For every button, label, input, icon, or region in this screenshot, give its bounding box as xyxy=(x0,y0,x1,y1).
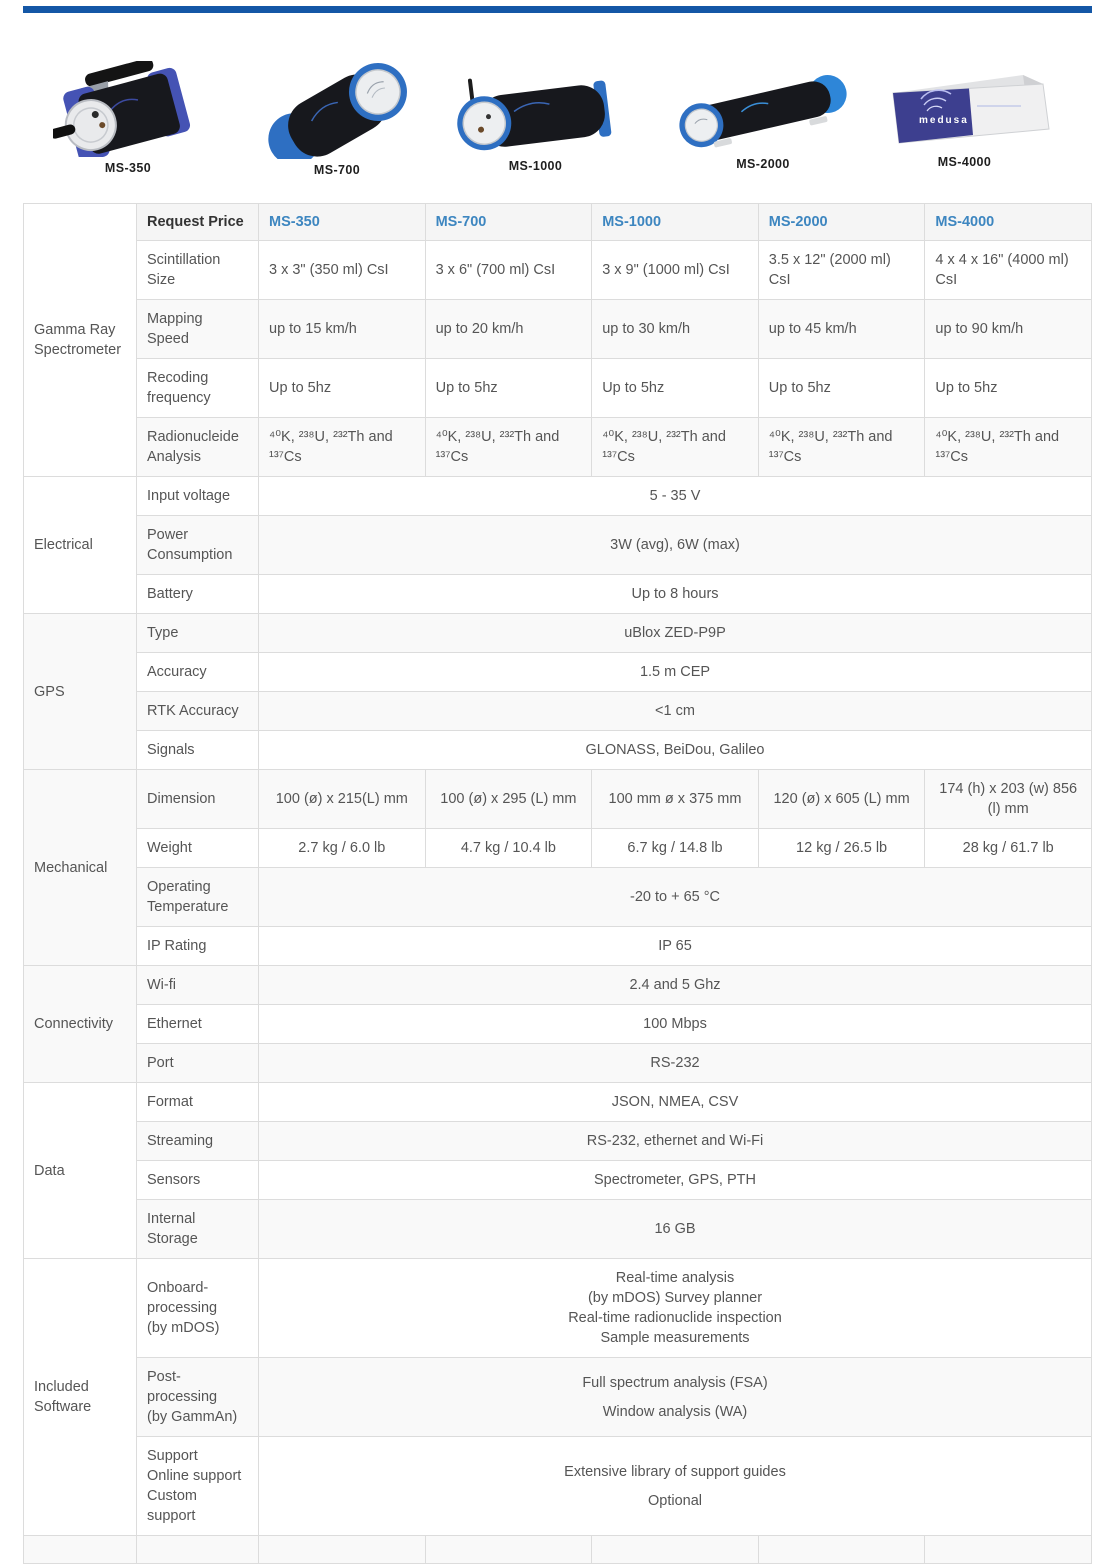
spec-value: up to 20 km/h xyxy=(425,300,592,359)
product-image-ms-4000 xyxy=(877,65,1052,151)
spec-label: Accuracy xyxy=(137,653,259,692)
product-ms-4000 xyxy=(877,65,1052,169)
model-header-ms-4000[interactable]: MS-4000 xyxy=(925,204,1092,241)
spec-value-line: (by mDOS) Survey planner xyxy=(587,1290,763,1306)
spec-value: uBlox ZED-P9P xyxy=(259,614,1092,653)
spec-value xyxy=(259,1358,1092,1437)
spec-value xyxy=(259,1259,1092,1358)
spec-row xyxy=(24,966,1092,1005)
spec-value: Up to 5hz xyxy=(592,359,759,418)
spec-label-line: Custom support xyxy=(147,1488,197,1524)
spec-value: up to 30 km/h xyxy=(592,300,759,359)
spec-label: Internal Storage xyxy=(137,1200,259,1259)
spec-label: Ethernet xyxy=(137,1005,259,1044)
spec-value-line: Real-time analysis xyxy=(615,1270,735,1286)
spec-row xyxy=(24,418,1092,477)
spec-label: Port xyxy=(137,1044,259,1083)
spec-label xyxy=(137,1358,259,1437)
spec-value: GLONASS, BeiDou, Galileo xyxy=(259,731,1092,770)
spec-value: ⁴⁰K, ²³⁸U, ²³²Th and ¹³⁷Cs xyxy=(259,418,426,477)
spec-value: 4 x 4 x 16" (4000 ml) CsI xyxy=(925,241,1092,300)
spec-label: Power Consumption xyxy=(137,516,259,575)
spec-value: Up to 5hz xyxy=(259,359,426,418)
spec-value: up to 45 km/h xyxy=(758,300,925,359)
spec-label: Streaming xyxy=(137,1122,259,1161)
spec-label: Radionucleide Analysis xyxy=(137,418,259,477)
spec-value: <1 cm xyxy=(259,692,1092,731)
spec-row xyxy=(24,770,1092,829)
spec-row xyxy=(24,1161,1092,1200)
spec-row xyxy=(24,1259,1092,1358)
spec-label: Scintillation Size xyxy=(137,241,259,300)
spec-value: Up to 5hz xyxy=(425,359,592,418)
spec-row xyxy=(24,241,1092,300)
spec-value xyxy=(925,1536,1092,1564)
spec-row xyxy=(24,731,1092,770)
spec-label-line: Post- xyxy=(147,1369,181,1385)
spec-row xyxy=(24,477,1092,516)
spec-row xyxy=(24,927,1092,966)
spec-value: JSON, NMEA, CSV xyxy=(259,1083,1092,1122)
product-image-ms-2000 xyxy=(678,57,848,153)
spec-row xyxy=(24,1083,1092,1122)
spec-row xyxy=(24,1437,1092,1536)
product-label: MS-700 xyxy=(313,163,361,177)
spec-value: ⁴⁰K, ²³⁸U, ²³²Th and ¹³⁷Cs xyxy=(925,418,1092,477)
section-label-gps: GPS xyxy=(24,614,137,770)
spec-label: Weight xyxy=(137,829,259,868)
section-label-mechanical: Mechanical xyxy=(24,770,137,966)
spec-value: 3.5 x 12" (2000 ml) CsI xyxy=(758,241,925,300)
spec-row xyxy=(24,1044,1092,1083)
product-label: MS-4000 xyxy=(937,155,992,169)
spec-value: 6.7 kg / 14.8 lb xyxy=(592,829,759,868)
spec-label-line: (by mDOS) xyxy=(147,1320,220,1336)
product-image-ms-700 xyxy=(262,59,412,159)
spec-label: Input voltage xyxy=(137,477,259,516)
spec-value xyxy=(259,1536,426,1564)
spec-value: 100 (ø) x 295 (L) mm xyxy=(425,770,592,829)
next-row-partial xyxy=(24,1536,1092,1564)
request-price-header: Request Price xyxy=(137,204,259,241)
product-image-ms-1000 xyxy=(453,63,618,155)
spec-label-line: Onboard- xyxy=(147,1280,209,1296)
spec-row xyxy=(24,868,1092,927)
spec-table-body xyxy=(24,204,1092,1564)
spec-value: 16 GB xyxy=(259,1200,1092,1259)
spec-value: Up to 8 hours xyxy=(259,575,1092,614)
model-header-ms-1000[interactable]: MS-1000 xyxy=(592,204,759,241)
product-ms-350 xyxy=(48,61,208,175)
spec-value-line: Sample measurements xyxy=(600,1330,750,1346)
spec-value: 12 kg / 26.5 lb xyxy=(758,829,925,868)
spec-value: RS-232, ethernet and Wi-Fi xyxy=(259,1122,1092,1161)
spec-value: RS-232 xyxy=(259,1044,1092,1083)
spec-table xyxy=(23,203,1092,1564)
model-header-ms-700[interactable]: MS-700 xyxy=(425,204,592,241)
product-gallery xyxy=(23,13,1092,203)
model-header-ms-2000[interactable]: MS-2000 xyxy=(758,204,925,241)
spec-value: ⁴⁰K, ²³⁸U, ²³²Th and ¹³⁷Cs xyxy=(758,418,925,477)
spec-row xyxy=(24,653,1092,692)
spec-label xyxy=(137,1437,259,1536)
spec-value: 4.7 kg / 10.4 lb xyxy=(425,829,592,868)
spec-value-line: Window analysis (WA) xyxy=(602,1403,748,1420)
spec-value: 120 (ø) x 605 (L) mm xyxy=(758,770,925,829)
spec-value xyxy=(592,1536,759,1564)
spec-value: 5 - 35 V xyxy=(259,477,1092,516)
spec-label: Operating Temperature xyxy=(137,868,259,927)
spec-row xyxy=(24,516,1092,575)
spec-label: Dimension xyxy=(137,770,259,829)
section-label-electrical: Electrical xyxy=(24,477,137,614)
spec-row xyxy=(24,1200,1092,1259)
table-header-row xyxy=(24,204,1092,241)
spec-value-line: Extensive library of support guides xyxy=(564,1463,786,1480)
product-label: MS-1000 xyxy=(508,159,563,173)
product-ms-700 xyxy=(257,59,417,177)
spec-value: 2.7 kg / 6.0 lb xyxy=(259,829,426,868)
spec-value xyxy=(425,1536,592,1564)
spec-label: Recoding frequency xyxy=(137,359,259,418)
spec-value xyxy=(758,1536,925,1564)
spec-label-line: (by GammAn) xyxy=(147,1409,238,1425)
section-label-connectivity: Connectivity xyxy=(24,966,137,1083)
spec-value: -20 to + 65 °C xyxy=(259,868,1092,927)
spec-value: 100 Mbps xyxy=(259,1005,1092,1044)
spec-value: 3 x 3" (350 ml) CsI xyxy=(259,241,426,300)
spec-label: IP Rating xyxy=(137,927,259,966)
spec-value: 3W (avg), 6W (max) xyxy=(259,516,1092,575)
spec-label-line: Support xyxy=(147,1448,198,1464)
top-accent-bar xyxy=(23,6,1092,13)
spec-value-line: Full spectrum analysis (FSA) xyxy=(582,1374,768,1391)
spec-value: Up to 5hz xyxy=(758,359,925,418)
spec-label xyxy=(137,1259,259,1358)
spec-row xyxy=(24,1122,1092,1161)
spec-label: RTK Accuracy xyxy=(137,692,259,731)
spec-row xyxy=(24,1005,1092,1044)
spec-value-line: Real-time radionuclide inspection xyxy=(568,1310,782,1326)
spec-value: up to 90 km/h xyxy=(925,300,1092,359)
spec-row xyxy=(24,300,1092,359)
spec-value: 1.5 m CEP xyxy=(259,653,1092,692)
spec-label: Mapping Speed xyxy=(137,300,259,359)
spec-label: Wi-fi xyxy=(137,966,259,1005)
spec-label-line: processing xyxy=(147,1389,218,1405)
spec-label-line: processing xyxy=(147,1300,218,1316)
product-label: MS-2000 xyxy=(736,157,790,171)
product-ms-1000 xyxy=(453,63,618,173)
spec-value: Up to 5hz xyxy=(925,359,1092,418)
spec-row xyxy=(24,575,1092,614)
spec-row xyxy=(24,1358,1092,1437)
product-image-ms-350 xyxy=(53,61,203,157)
product-ms-2000 xyxy=(678,57,848,171)
spec-value: Spectrometer, GPS, PTH xyxy=(259,1161,1092,1200)
spec-label: Type xyxy=(137,614,259,653)
spec-label: Signals xyxy=(137,731,259,770)
spec-label: Format xyxy=(137,1083,259,1122)
spec-row xyxy=(24,829,1092,868)
section-label-next xyxy=(24,1536,137,1564)
spec-value: 3 x 6" (700 ml) CsI xyxy=(425,241,592,300)
spec-value: 2.4 and 5 Ghz xyxy=(259,966,1092,1005)
spec-value: 100 mm ø x 375 mm xyxy=(592,770,759,829)
spec-row xyxy=(24,692,1092,731)
spec-label: Sensors xyxy=(137,1161,259,1200)
spec-value: 3 x 9" (1000 ml) CsI xyxy=(592,241,759,300)
spec-row xyxy=(24,614,1092,653)
spec-value: ⁴⁰K, ²³⁸U, ²³²Th and ¹³⁷Cs xyxy=(425,418,592,477)
product-label: MS-350 xyxy=(104,161,152,175)
spec-value xyxy=(259,1437,1092,1536)
model-header-ms-350[interactable]: MS-350 xyxy=(259,204,426,241)
section-label-gamma-ray-spectrometer: Gamma Ray Spectrometer xyxy=(24,204,137,477)
spec-row xyxy=(24,359,1092,418)
spec-label xyxy=(137,1536,259,1564)
spec-value: IP 65 xyxy=(259,927,1092,966)
spec-value: up to 15 km/h xyxy=(259,300,426,359)
spec-value: 100 (ø) x 215(L) mm xyxy=(259,770,426,829)
spec-value: 174 (h) x 203 (w) 856 (l) mm xyxy=(925,770,1092,829)
section-label-data: Data xyxy=(24,1083,137,1259)
spec-value: 28 kg / 61.7 lb xyxy=(925,829,1092,868)
spec-value-line: Optional xyxy=(647,1492,702,1509)
spec-value: ⁴⁰K, ²³⁸U, ²³²Th and ¹³⁷Cs xyxy=(592,418,759,477)
svg-text:medusa: medusa xyxy=(919,115,969,126)
spec-label-line: Online support xyxy=(147,1468,242,1484)
page xyxy=(0,6,1115,1564)
spec-label: Battery xyxy=(137,575,259,614)
section-label-included-software: Included Software xyxy=(24,1259,137,1536)
